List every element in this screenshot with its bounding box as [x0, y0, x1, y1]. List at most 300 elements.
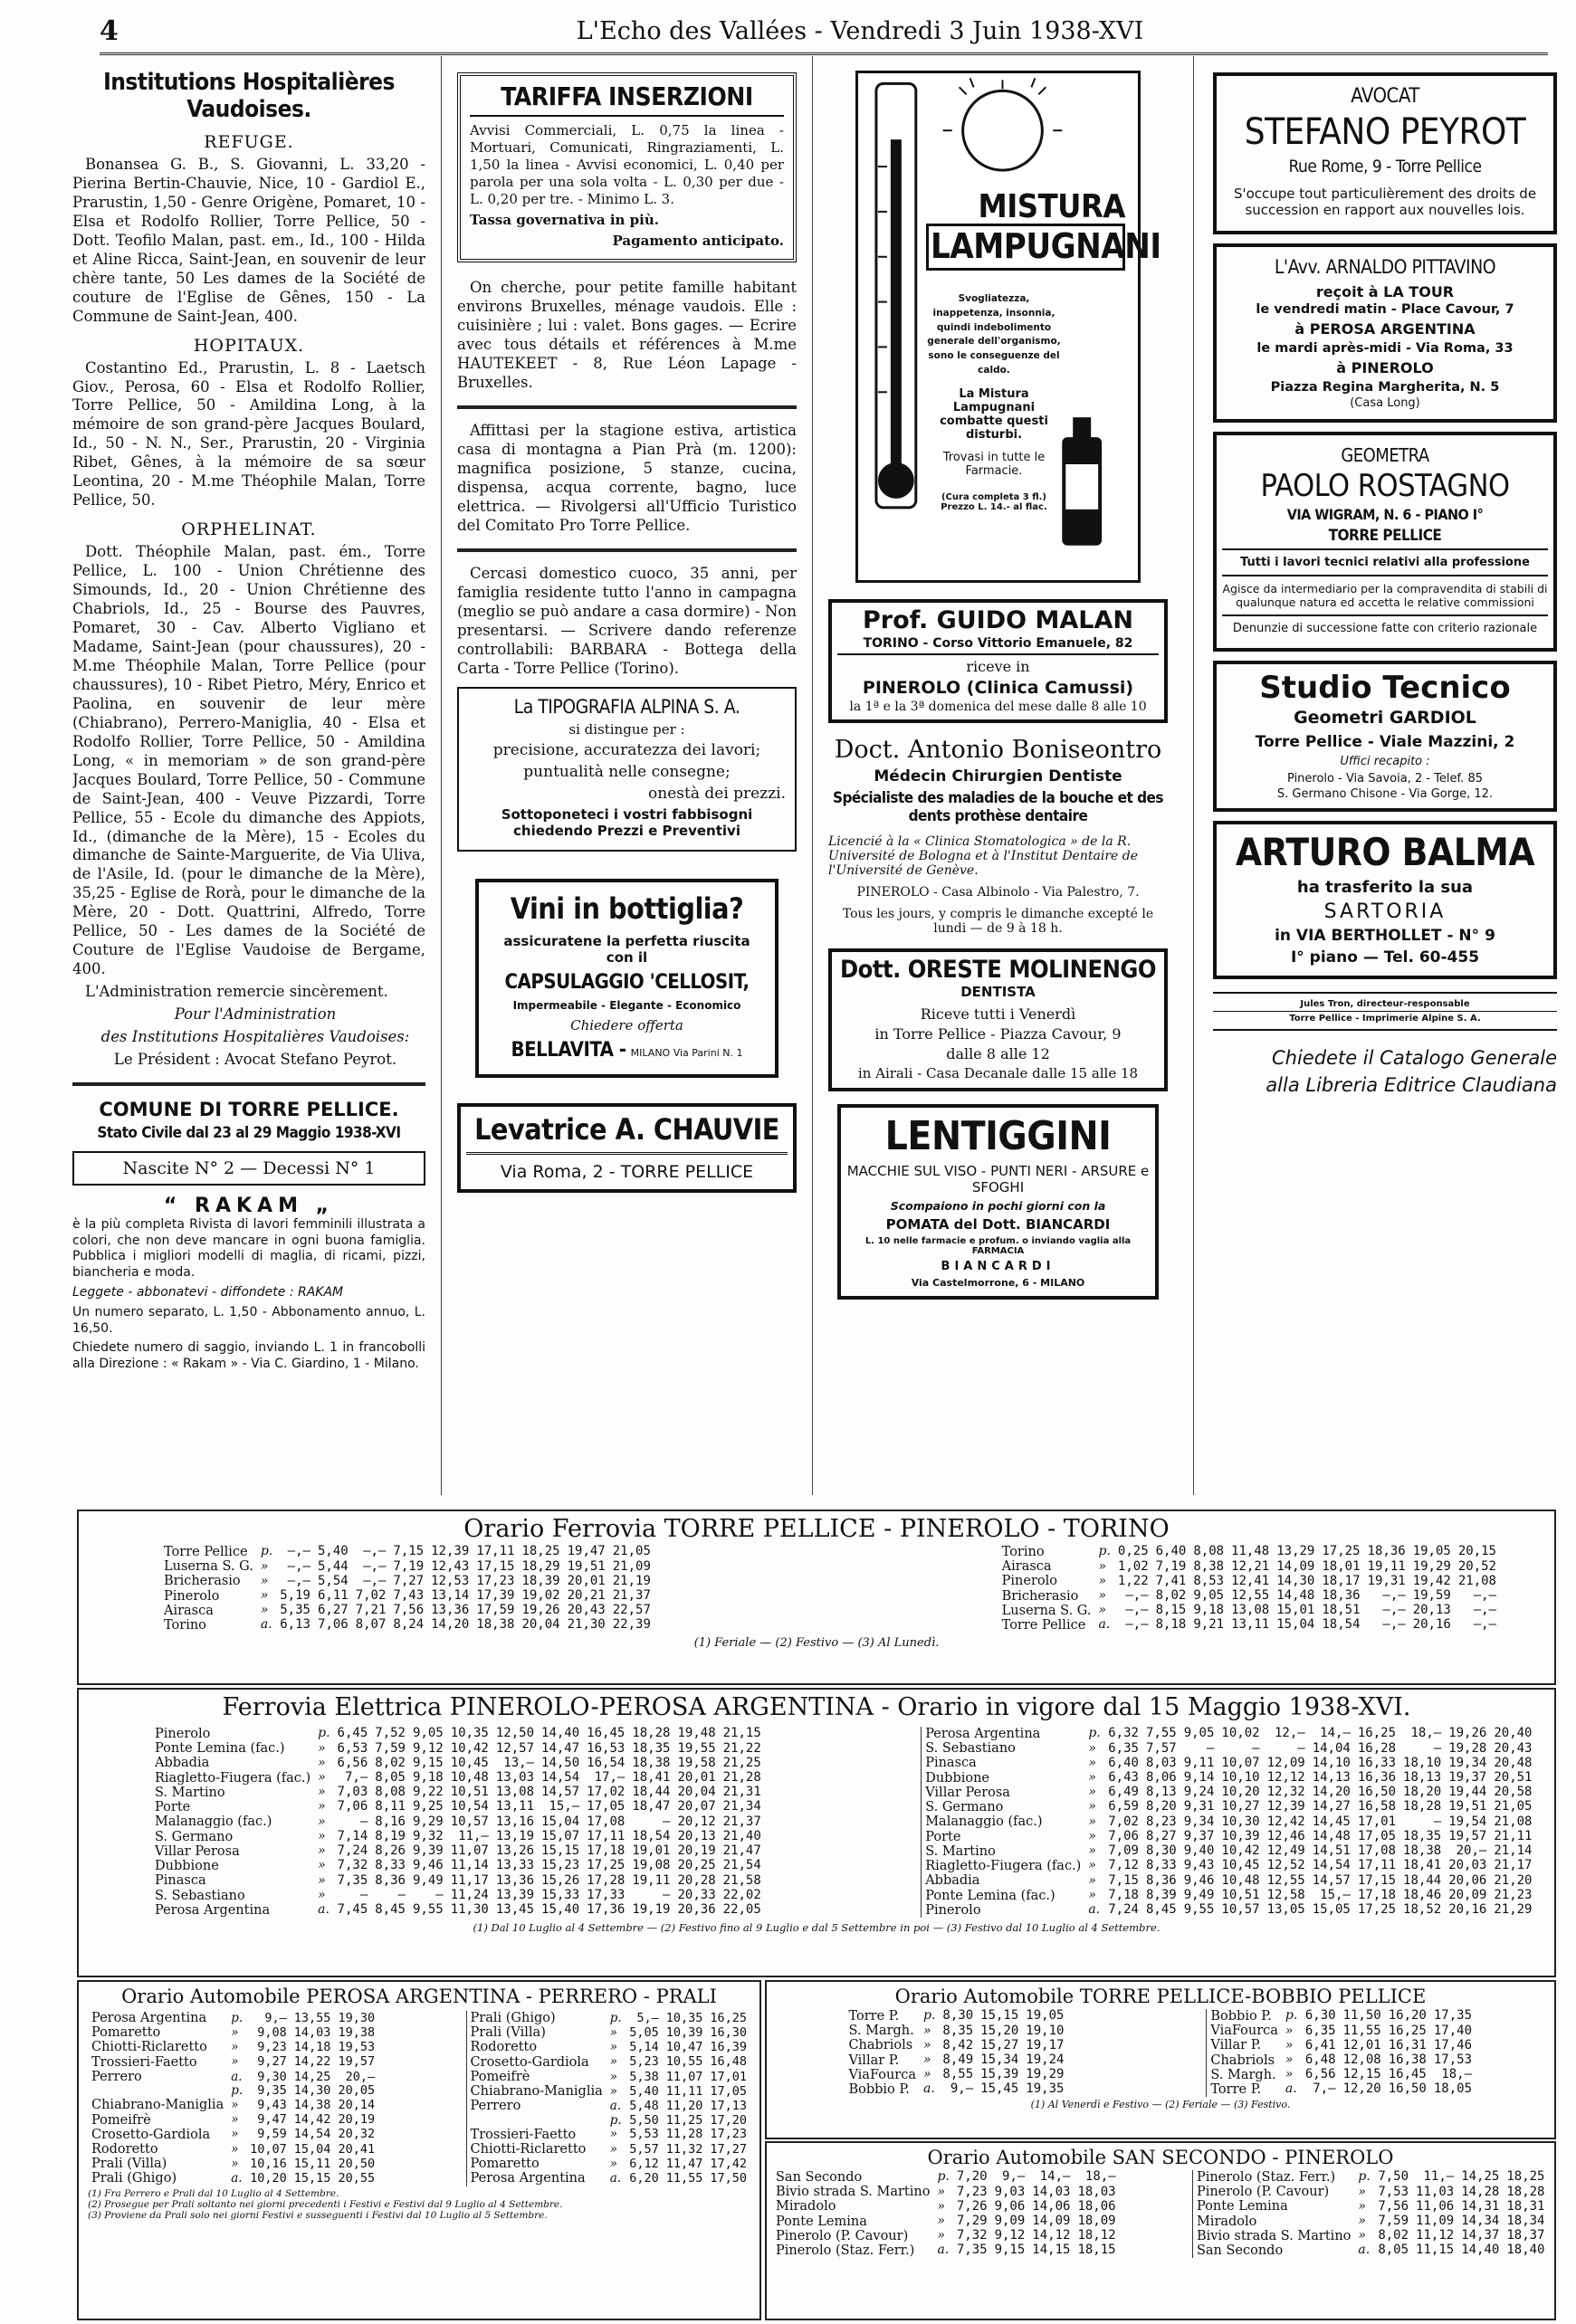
rail-notes: (1) Feriale — (2) Festivo — (3) Al Lunedì.: [693, 1636, 940, 1651]
timetable-row: [998, 1604, 1500, 1618]
departure-time: 17,39: [476, 1587, 515, 1603]
vini-line: Impermeabile - Elegante - Economico: [512, 999, 741, 1013]
departure-time: 7,06: [317, 1617, 349, 1633]
departure-time: —: [359, 1887, 368, 1902]
station-name: Chiabrano-Maniglia: [91, 2098, 224, 2113]
departure-time: —: [663, 1814, 671, 1829]
station-name: S. Martino: [155, 1785, 225, 1800]
balma-line: SARTORIA: [1323, 900, 1447, 923]
arrival-departure-mark: »: [923, 2037, 931, 2053]
departure-time: 7,35: [337, 1872, 368, 1888]
arrival-departure-mark: »: [318, 1740, 326, 1756]
departure-time: 20,21: [567, 1587, 606, 1603]
departure-time: 7,—: [344, 1769, 368, 1785]
departure-time: 7,24: [1108, 1902, 1139, 1918]
departure-time: 17,28: [587, 1872, 626, 1888]
departure-time: 14,28: [1461, 2184, 1500, 2199]
column-4: [1213, 63, 1557, 1493]
pittavino-line: (Casa Long): [1350, 396, 1420, 410]
departure-time: 8,55: [942, 2067, 974, 2082]
timetable-row: [151, 1873, 765, 1888]
station-name: San Secondo: [1196, 2243, 1284, 2259]
arrival-departure-mark: p.: [923, 2008, 936, 2024]
timetable-row: [151, 1800, 765, 1814]
secondo-title: Orario Automobile SAN SECONDO - PINEROLO: [927, 2147, 1394, 2168]
departure-time: 18,29: [521, 1558, 560, 1574]
departure-time: 20,15: [1457, 1544, 1496, 1559]
departure-time: 19,44: [1448, 1785, 1487, 1800]
station-name: Perosa Argentina: [91, 2011, 207, 2025]
departure-time: 15,33: [541, 1887, 580, 1902]
departure-time: 16,54: [587, 1755, 626, 1770]
timetable-row: [1207, 2038, 1476, 2053]
departure-time: 12,01: [1342, 2037, 1381, 2053]
newspaper-title: L'Echo des Vallées - Vendredi 3 Juin 1938-XVI: [576, 16, 1144, 45]
departure-time: 6,11: [317, 1587, 349, 1603]
departure-time: 20,05: [338, 2083, 376, 2099]
departure-time: 9,—: [264, 2010, 287, 2025]
departure-time: 17,50: [710, 2171, 747, 2186]
departure-time: 14,10: [1312, 1755, 1351, 1770]
station-name: Pinerolo (Staz. Ferr.): [1196, 2170, 1336, 2185]
departure-time: 5,48: [629, 2098, 659, 2113]
station-name: Pinerolo (Staz. Ferr.): [776, 2243, 915, 2259]
timetable-row: [998, 1618, 1500, 1633]
departure-time: 12,39: [431, 1544, 470, 1559]
departure-time: 8,18: [1155, 1617, 1187, 1633]
departure-time: 19,29: [1026, 2067, 1065, 2082]
station-name: Pinerolo (P. Cavour): [1196, 2185, 1330, 2200]
station-name: Villar Perosa: [925, 1785, 1010, 1800]
departure-time: 11,15: [1416, 2243, 1455, 2258]
departure-time: 9,11: [1183, 1755, 1215, 1770]
departure-time: 6,32: [1108, 1726, 1139, 1741]
timetable-row: [160, 1604, 654, 1618]
timetable-row: [1207, 2082, 1476, 2097]
departure-time: 15,39: [980, 2067, 1019, 2082]
departure-time: 9,18: [1193, 1603, 1225, 1618]
imprint-line: Torre Pellice - Imprimerie Alpine S. A.: [1213, 1011, 1557, 1024]
departure-time: 8,13: [1145, 1785, 1177, 1800]
station-name: Chiotti-Riclaretto: [91, 2040, 207, 2055]
prali-title: Orario Automobile PEROSA ARGENTINA - PERRERO - PRALI: [121, 1986, 717, 2007]
timetable-row: [1192, 2229, 1548, 2243]
departure-time: 21,29: [1494, 1902, 1533, 1918]
timetable-row: [772, 2170, 1120, 2185]
departure-time: 17,25: [1357, 1902, 1397, 1918]
departure-time: —,—: [363, 1573, 387, 1588]
arrival-departure-mark: »: [231, 2097, 239, 2112]
departure-time: 10,02: [1221, 1726, 1260, 1741]
departure-time: —,—: [287, 1573, 310, 1588]
departure-time: 13,05: [1266, 1902, 1305, 1918]
station-name: S. Sebastiano: [925, 1741, 1016, 1757]
departure-time: 21,17: [1494, 1858, 1533, 1873]
timetable-row: [466, 2157, 750, 2171]
timetable-row: [845, 2068, 1067, 2082]
departure-time: 11,06: [1416, 2198, 1455, 2214]
arrival-departure-mark: »: [318, 1858, 326, 1873]
comune-subheading: Stato Civile dal 23 al 29 Maggio 1938-XVI: [97, 1123, 401, 1142]
departure-time: 10,07: [1221, 1755, 1260, 1770]
departure-time: 7,19: [393, 1558, 425, 1574]
molinengo-line: dalle 8 alle 12: [946, 1045, 1050, 1062]
departure-time: 21,05: [1494, 1799, 1533, 1814]
departure-time: 11,25: [665, 2112, 703, 2128]
departure-time: 20,04: [677, 1785, 716, 1800]
departure-time: 20,13: [677, 1828, 716, 1843]
departure-time: 8,15: [1155, 1603, 1187, 1618]
departure-time: 14,38: [293, 2097, 331, 2112]
station-name: Pinerolo: [1001, 1574, 1057, 1589]
tariffa-payment: Pagamento anticipato.: [612, 233, 784, 250]
departure-time: 14,03: [1032, 2184, 1071, 2199]
station-name: Ponte Lemina (fac.): [155, 1741, 285, 1757]
departure-time: 18,28: [1403, 1799, 1442, 1814]
departure-time: 18,46: [1403, 1887, 1442, 1902]
station-name: Abbadia: [925, 1873, 980, 1889]
timetable-row: [922, 1771, 1536, 1786]
levatrice-address: Via Roma, 2 - TORRE PELLICE: [500, 1162, 754, 1183]
departure-time: —,—: [1382, 1603, 1406, 1618]
departure-time: 8,27: [1145, 1828, 1177, 1843]
arrival-departure-mark: »: [1088, 1740, 1096, 1756]
departure-time: 21,58: [722, 1872, 761, 1888]
arrival-departure-mark: »: [231, 2127, 239, 2142]
malan-line: riceve in: [966, 658, 1030, 675]
departure-time: 21,54: [722, 1858, 761, 1873]
departure-time: 17,15: [1357, 1872, 1397, 1888]
rakam-sample: Chiedete numero di saggio, inviando L. 1 in francobolli alla Direzione : « Rakam » - Via C. Giardino, 1 - Milano.: [72, 1340, 425, 1372]
departure-time: 18,35: [632, 1740, 671, 1756]
departure-time: 8,08: [1193, 1544, 1225, 1559]
arrival-departure-mark: »: [1088, 1799, 1096, 1814]
arrival-departure-mark: a.: [1098, 1617, 1111, 1633]
prali-note: (1) Fra Perrero e Prali dal 10 Luglio al 4 Settembre.: [88, 2187, 339, 2199]
departure-time: 16,39: [710, 2040, 747, 2055]
arrival-departure-mark: »: [260, 1573, 269, 1588]
departure-time: 21,08: [1494, 1814, 1533, 1829]
imprint-line: Jules Tron, directeur-responsable: [1300, 999, 1470, 1009]
prali-table-return: [466, 2011, 750, 2186]
timetable-row: [922, 1873, 1536, 1888]
departure-time: 16,36: [1357, 1769, 1397, 1785]
departure-time: 17,20: [710, 2112, 747, 2128]
departure-time: 20,03: [1448, 1858, 1487, 1873]
departure-time: 18,36: [1322, 1587, 1361, 1603]
timetable-row: [922, 1756, 1536, 1770]
departure-time: 9,12: [412, 1740, 444, 1756]
departure-time: 14,45: [1312, 1814, 1351, 1829]
arrival-departure-mark: »: [231, 2040, 239, 2055]
departure-time: 7,56: [1378, 2198, 1409, 2214]
rostagno-line: VIA WIGRAM, N. 6 - PIANO I°: [1286, 506, 1484, 523]
arrival-departure-mark: a.: [1088, 1902, 1101, 1918]
station-name: Pinerolo (P. Cavour): [776, 2228, 909, 2243]
departure-time: 17,11: [587, 1828, 626, 1843]
departure-time: 21,14: [1494, 1843, 1533, 1859]
arrival-departure-mark: »: [1358, 2184, 1366, 2199]
perosa-title: Ferrovia Elettrica PINEROLO-PEROSA ARGENTINA - Orario in vigore dal 15 Maggio 1938-XVI.: [222, 1693, 1411, 1721]
departure-time: 13,26: [495, 1843, 535, 1859]
departure-time: 9,12: [994, 2228, 1026, 2243]
departure-time: —: [435, 1887, 444, 1902]
rakam-price: Un numero separato, L. 1,50 - Abbonamento annuo, L. 16,50.: [72, 1304, 425, 1336]
arrival-departure-mark: »: [1088, 1769, 1096, 1785]
perosa-notes: (1) Dal 10 Luglio al 4 Settembre — (2) Festivo fino al 9 Luglio e dal 5 Settembre in poi — (3) Festivo dal 10 Luglio al 4 Settembre.: [473, 1921, 1161, 1935]
perosa-table-outbound: [151, 1727, 765, 1918]
balma-line: in VIA BERTHOLLET - N° 9: [1275, 927, 1495, 945]
timetable-row: [160, 1589, 654, 1604]
departure-time: 20,14: [338, 2097, 376, 2112]
departure-time: 17,53: [1433, 2052, 1473, 2067]
departure-time: 13,45: [495, 1902, 535, 1918]
levatrice-heading: Levatrice A. CHAUVIE: [466, 1112, 788, 1155]
departure-time: 5,53: [629, 2127, 659, 2142]
perosa-table-return: [921, 1727, 1536, 1918]
departure-time: 18,06: [1077, 2198, 1116, 2214]
arrival-departure-mark: »: [1098, 1587, 1107, 1603]
station-name: Trossieri-Faetto: [91, 2054, 197, 2070]
station-name: S. Martino: [925, 1843, 996, 1859]
timetable-row: [88, 2157, 378, 2171]
departure-time: 18,01: [1322, 1558, 1361, 1574]
departure-time: 6,43: [1108, 1769, 1139, 1785]
rakam-heading: “ RAKAM „: [163, 1194, 335, 1217]
timetable-row: [772, 2229, 1120, 2243]
lentiggini-line: Scompaiono in pochi giorni con la: [890, 1199, 1106, 1213]
departure-time: 9,18: [412, 1769, 444, 1785]
departure-time: 12,—: [1275, 1726, 1305, 1741]
arrival-departure-mark: »: [1088, 1755, 1096, 1770]
departure-time: 8,02: [1155, 1587, 1187, 1603]
departure-time: 14,40: [541, 1726, 580, 1741]
arrival-departure-mark: p.: [260, 1544, 273, 1559]
timetable-row: [160, 1618, 654, 1633]
departure-time: —: [1433, 1740, 1442, 1756]
departure-time: 16,58: [1357, 1799, 1397, 1814]
station-name: Miradolo: [776, 2199, 836, 2214]
departure-time: 12,49: [1266, 1843, 1305, 1859]
station-name: Villar P.: [848, 2053, 900, 2068]
page-header: [100, 9, 1548, 55]
departure-time: 11,17: [450, 1872, 489, 1888]
departure-time: 6,30: [1304, 2008, 1336, 2024]
departure-time: 17,27: [710, 2141, 747, 2157]
rostagno-line: Agisce da intermediario per la compravendita di stabili di qualunque natura ed accetta le relative commissioni: [1222, 582, 1548, 616]
station-name: Rodoretto: [91, 2141, 158, 2157]
departure-time: 15,27: [980, 2037, 1019, 2053]
arrival-departure-mark: a.: [318, 1902, 330, 1918]
departure-time: 16,38: [1388, 2052, 1427, 2067]
station-name: Airasca: [164, 1603, 214, 1618]
departure-time: 8,19: [375, 1828, 406, 1843]
timetable-row: [772, 2243, 1120, 2258]
departure-time: 7,52: [375, 1726, 406, 1741]
station-name: Riagletto-Fiugera (fac.): [925, 1859, 1082, 1874]
station-name: Pomeifrè: [470, 2069, 530, 2084]
departure-time: 18,—: [1441, 2067, 1473, 2082]
signature-line-2: des Institutions Hospitalières Vaudoises:: [100, 1028, 410, 1046]
timetable-row: [88, 2055, 378, 2070]
departure-time: 9,30: [257, 2069, 287, 2084]
timetable-row: [1192, 2214, 1548, 2229]
departure-time: 19,29: [1412, 1558, 1451, 1574]
timetable-row: [466, 2171, 750, 2186]
departure-time: 15,23: [541, 1858, 580, 1873]
departure-time: 10,51: [450, 1785, 489, 1800]
departure-time: 17,01: [710, 2069, 747, 2084]
pittavino-line: à PINEROLO: [1336, 359, 1434, 376]
malan-ad: [828, 599, 1168, 723]
timetable-row: [466, 2011, 750, 2025]
rail-title: Orario Ferrovia TORRE PELLICE - PINEROLO - TORINO: [463, 1515, 1170, 1543]
departure-time: 20,43: [567, 1603, 606, 1618]
arrival-departure-mark: a.: [923, 2081, 935, 2097]
departure-time: 17,05: [587, 1799, 626, 1814]
timetable-row: [466, 2114, 750, 2128]
departure-time: 21,19: [612, 1573, 651, 1588]
departure-time: 17,13: [710, 2098, 747, 2113]
arrival-departure-mark: p.: [1358, 2169, 1371, 2185]
arrival-departure-mark: p.: [609, 2112, 622, 2128]
departure-time: 5,54: [317, 1573, 349, 1588]
timetable-row: [466, 2128, 750, 2142]
rostagno-line: TORRE PELLICE: [1222, 527, 1548, 550]
arrival-departure-mark: »: [318, 1769, 326, 1785]
station-name: Torre Pellice: [164, 1545, 248, 1559]
departure-time: —,—: [1473, 1603, 1496, 1618]
pittavino-line: reçoit à LA TOUR: [1315, 283, 1455, 300]
departure-time: 6,27: [317, 1603, 349, 1618]
departure-time: 9,—: [950, 2081, 974, 2097]
station-name: San Secondo: [776, 2170, 863, 2185]
timetable-row: [1192, 2199, 1548, 2214]
arrival-departure-mark: »: [231, 2024, 239, 2040]
lentiggini-heading: LENTIGGINI: [884, 1113, 1112, 1159]
arrival-departure-mark: »: [318, 1887, 326, 1902]
arrival-departure-mark: »: [1088, 1872, 1096, 1888]
timetable-row: [922, 1903, 1536, 1918]
departure-time: 14,22: [293, 2054, 331, 2070]
departure-time: 18,28: [632, 1726, 671, 1741]
departure-time: 17,18: [1357, 1887, 1397, 1902]
station-name: Villar P.: [1210, 2038, 1262, 2053]
departure-time: 18,41: [1403, 1858, 1442, 1873]
departure-time: 10,45: [450, 1755, 489, 1770]
departure-time: 8,24: [393, 1617, 425, 1633]
arrival-departure-mark: »: [609, 2141, 618, 2157]
arrival-departure-mark: »: [231, 2054, 239, 2070]
peyrot-text: S'occupe tout particulièrement des droits de succession en rapport aux nouvelles lois.: [1233, 186, 1537, 218]
column-1: [72, 63, 425, 1493]
arrival-departure-mark: »: [1285, 2067, 1294, 2082]
departure-time: 18,47: [632, 1799, 671, 1814]
departure-time: 16,53: [587, 1740, 626, 1756]
station-name: Bivio strada S. Martino: [776, 2185, 931, 2200]
vini-line: Chiedere offerta: [570, 1017, 683, 1034]
departure-time: 9,37: [1183, 1828, 1215, 1843]
departure-time: 7,41: [1155, 1573, 1187, 1588]
arrival-departure-mark: »: [1358, 2228, 1366, 2243]
departure-time: 14,03: [293, 2024, 331, 2040]
arrival-departure-mark: »: [1088, 1814, 1096, 1829]
departure-time: 14,06: [1032, 2198, 1071, 2214]
departure-time: 18,52: [1403, 1902, 1442, 1918]
vini-company: BELLAVITA -: [511, 1039, 626, 1062]
departure-time: 19,01: [632, 1843, 671, 1859]
departure-time: 7,26: [956, 2198, 988, 2214]
departure-time: 14,54: [293, 2127, 331, 2142]
departure-time: 16,25: [1388, 2023, 1427, 2038]
secondo-timetable: [765, 2141, 1556, 2320]
station-name: ViaFourca: [848, 2067, 916, 2082]
tipografia-line: onestà dei prezzi.: [648, 785, 786, 804]
departure-time: 13,36: [495, 1872, 535, 1888]
departure-time: 12,42: [1266, 1814, 1305, 1829]
departure-time: —,—: [1382, 1587, 1406, 1603]
departure-time: 9,46: [1183, 1872, 1215, 1888]
mistura-text: Trovasi in tutte le Farmacie.: [942, 450, 1046, 478]
timetable-row: [151, 1859, 765, 1873]
signature-line-1: Pour l'Administration: [174, 1005, 337, 1024]
departure-time: 19,26: [521, 1603, 560, 1618]
departure-time: 12,39: [1266, 1799, 1305, 1814]
departure-time: 18,—: [1084, 2169, 1116, 2185]
secondo-table-return: [1192, 2170, 1549, 2258]
arrival-departure-mark: »: [1358, 2198, 1366, 2214]
departure-time: 1,22: [1117, 1573, 1149, 1588]
departure-time: 18,37: [1506, 2228, 1545, 2243]
timetable-row: [845, 2024, 1067, 2038]
peyrot-address: Rue Rome, 9 - Torre Pellice: [1288, 157, 1482, 176]
arrival-departure-mark: »: [1098, 1558, 1107, 1574]
departure-time: 18,31: [1506, 2198, 1545, 2214]
departure-time: 10,39: [665, 2024, 703, 2040]
departure-time: 9,24: [1183, 1785, 1215, 1800]
departure-time: 20,04: [521, 1617, 560, 1633]
station-name: ViaFourca: [1210, 2024, 1278, 2039]
departure-time: 20,01: [567, 1573, 606, 1588]
departure-time: 14,54: [541, 1769, 580, 1785]
departure-time: 9,43: [1183, 1858, 1215, 1873]
departure-time: 7,56: [393, 1603, 425, 1618]
timetable-row: [845, 2009, 1067, 2024]
mistura-price: (Cura completa 3 fl.) Prezzo L. 14.- al flac.: [941, 491, 1047, 512]
studio-tecnico-heading: Studio Tecnico: [1259, 670, 1511, 706]
departure-time: —,—: [1125, 1603, 1149, 1618]
departure-time: 9,32: [412, 1828, 444, 1843]
studio-tecnico-line: S. Germano Chisone - Via Gorge, 12.: [1276, 787, 1494, 801]
pittavino-line: à PEROSA ARGENTINA: [1294, 320, 1476, 338]
departure-time: 13,36: [431, 1603, 470, 1618]
departure-time: 19,02: [521, 1587, 560, 1603]
departure-time: 9,49: [412, 1872, 444, 1888]
departure-time: 7,—: [1313, 2081, 1336, 2097]
timetable-row: [998, 1559, 1500, 1574]
station-name: Chiotti-Riclaretto: [470, 2141, 587, 2157]
arrival-departure-mark: »: [609, 2054, 618, 2070]
page-number: 4: [100, 14, 119, 47]
station-name: Torre Pellice: [1001, 1618, 1086, 1633]
departure-time: 18,54: [1322, 1617, 1361, 1633]
timetable-row: [1207, 2053, 1476, 2068]
departure-time: 13,29: [1276, 1544, 1315, 1559]
station-name: Pinerolo: [155, 1727, 211, 1741]
arrival-departure-mark: »: [923, 2023, 931, 2038]
timetable-row: [466, 2084, 750, 2099]
departure-time: 18,34: [1506, 2213, 1545, 2228]
